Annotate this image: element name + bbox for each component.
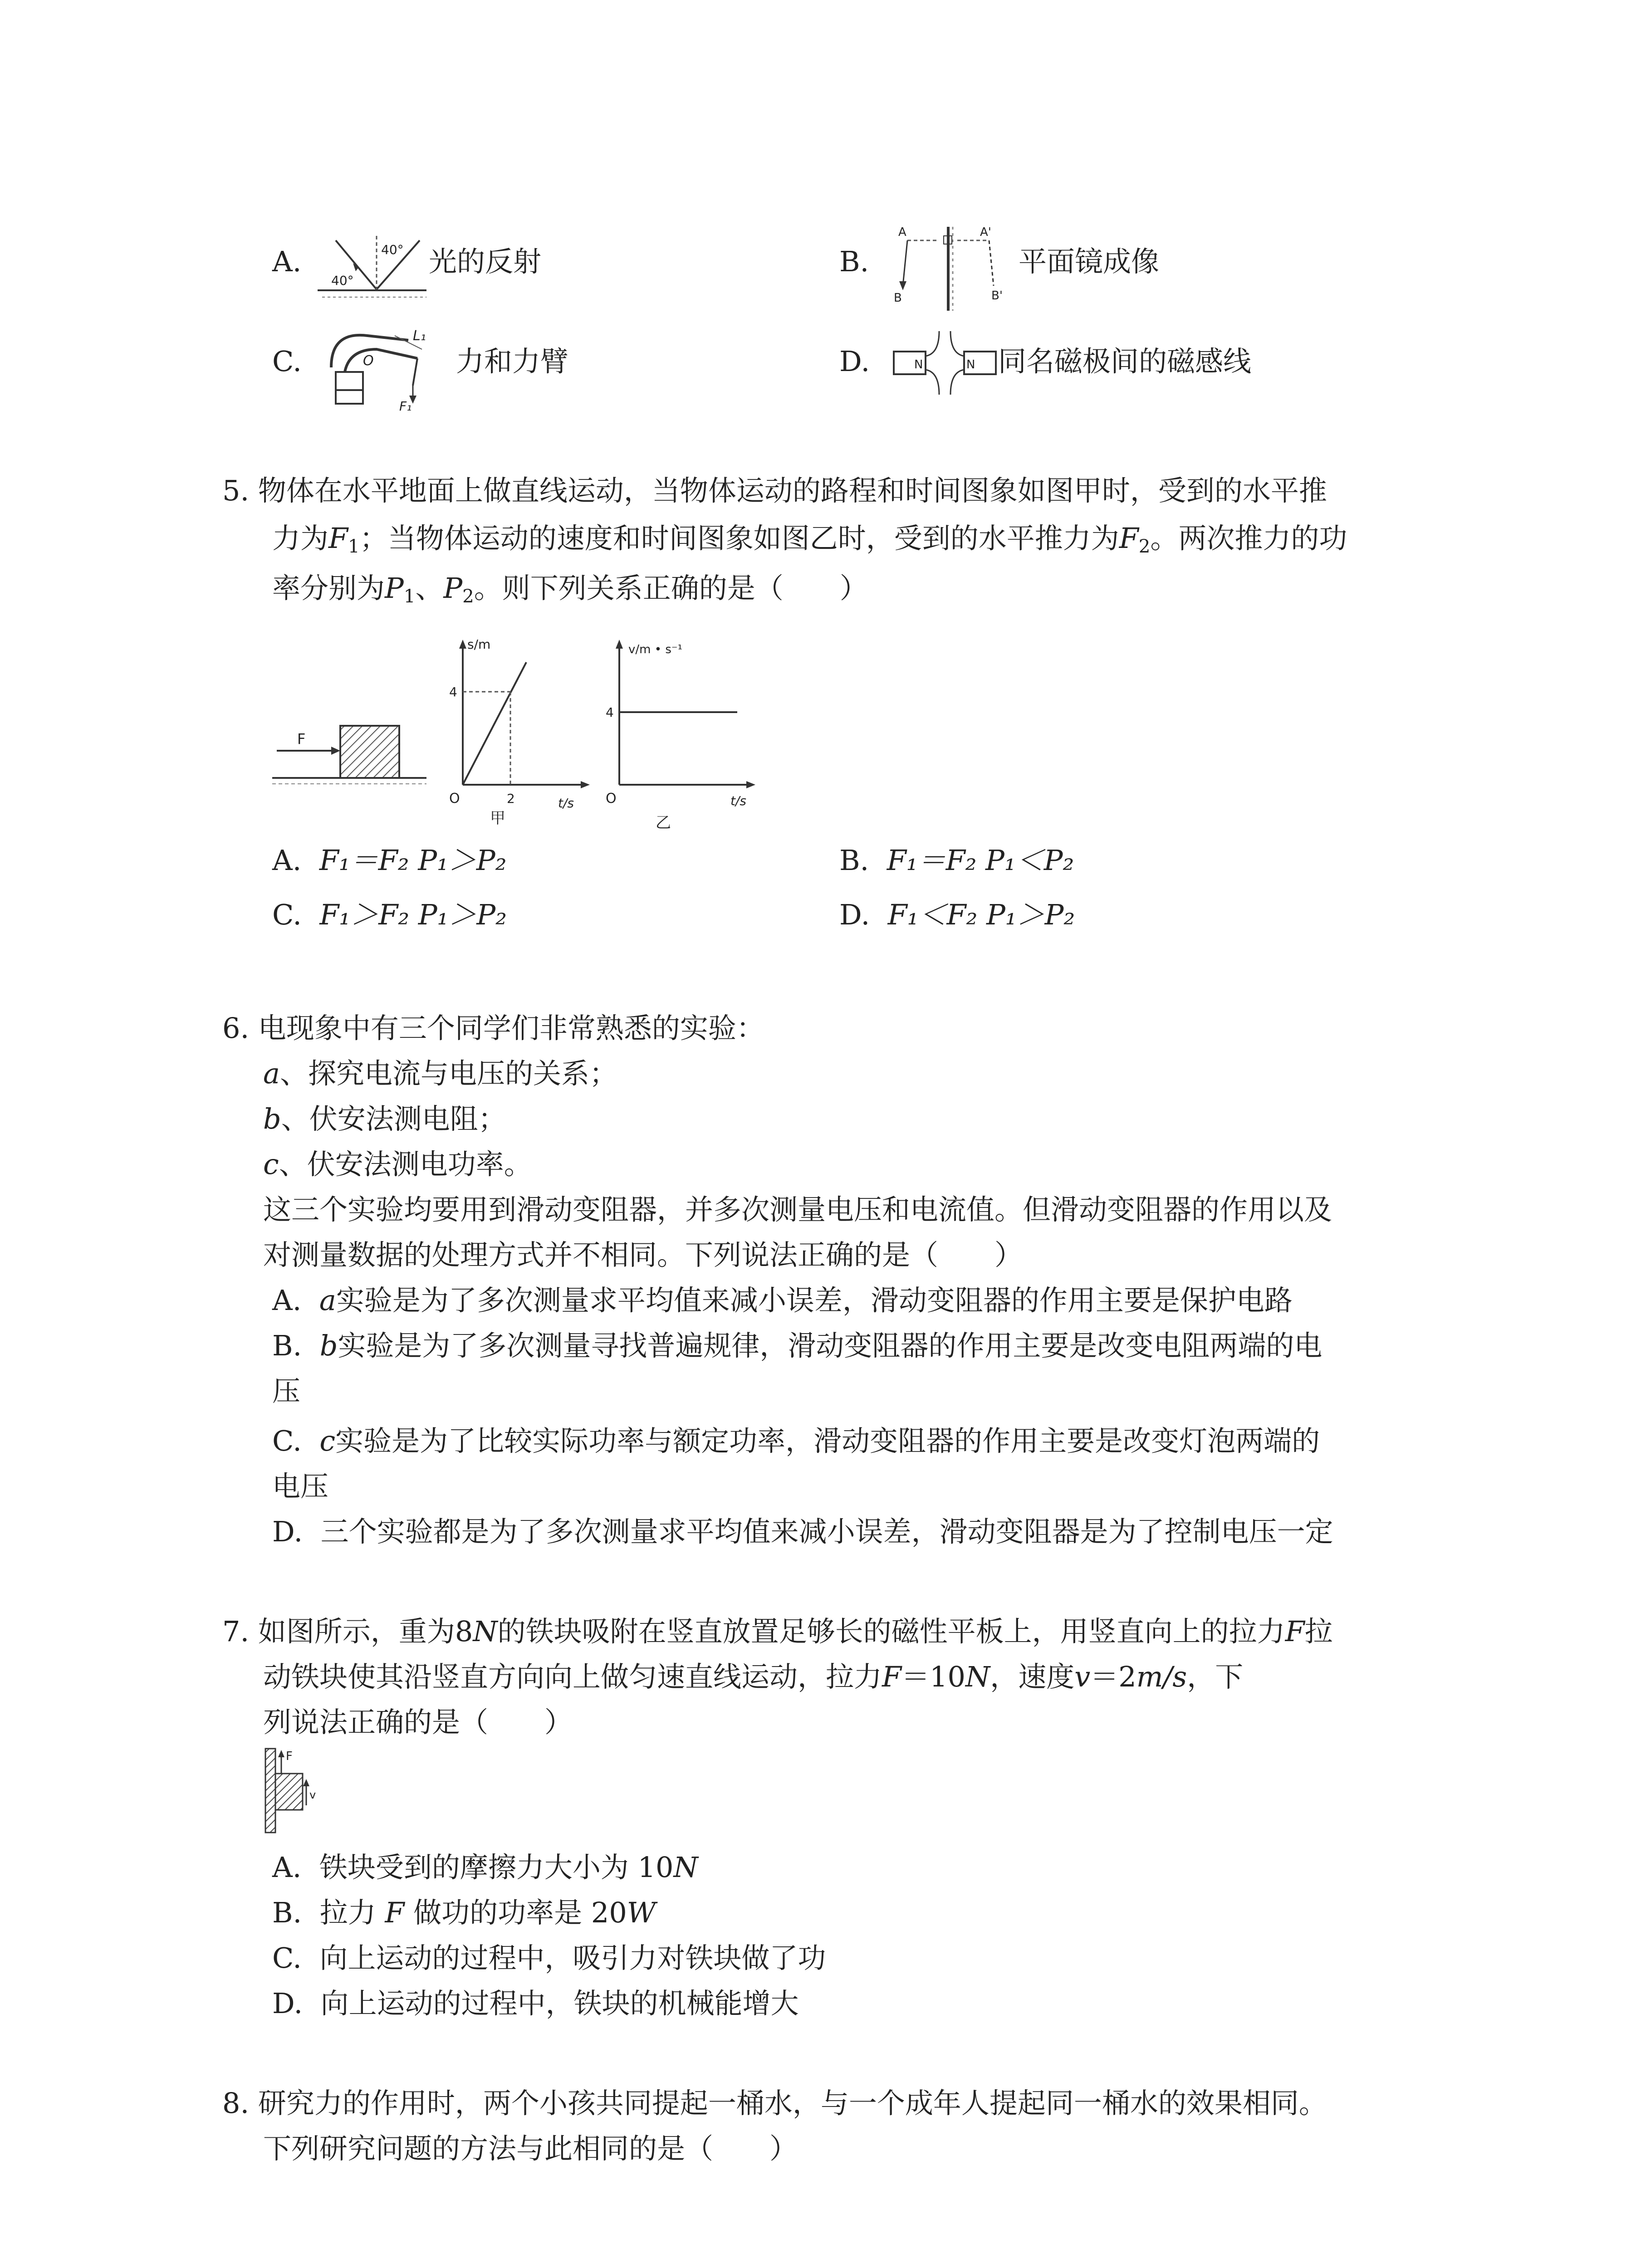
q6-option-b-var: b [319, 1329, 338, 1362]
graph-jia-x-label: t/s [558, 796, 574, 811]
q7-line-3: 列说法正确的是（ ） [263, 1706, 573, 1739]
graph-jia-y-tick: 4 [449, 684, 457, 699]
q7-option-d-letter: D. [272, 1987, 303, 2020]
magnet-label-N2: N [966, 358, 975, 371]
q6-item-b-var: b [263, 1102, 281, 1135]
block-on-ground-figure [272, 708, 436, 798]
q7-var-v: v [1074, 1660, 1091, 1693]
q6-item-a-text: 、探究电流与电压的关系； [279, 1057, 617, 1090]
reflection-angle-top: 40° [381, 242, 404, 257]
q6-option-c-letter: C. [272, 1424, 302, 1457]
q7-option-b-letter: B. [272, 1896, 302, 1929]
q7-option-b-text: 拉力 [319, 1896, 385, 1929]
iron-block-figure [263, 1746, 336, 1837]
q5-number: 5. [222, 474, 250, 507]
q7-weight-value: 8 [455, 1615, 473, 1648]
q6-item-c [263, 1148, 532, 1181]
q7-option-c [272, 1941, 826, 1975]
q7-option-d [272, 1987, 799, 2020]
graph-jia-line [463, 662, 526, 785]
q4-option-c-letter: C. [272, 345, 302, 378]
q6-item-a [263, 1057, 617, 1090]
mirror-label-B: B [894, 291, 902, 305]
q5-option-b-text: F₁＝F₂ P₁＜P₂ [887, 844, 1074, 877]
q7-option-b-text2: 做功的功率是 20 [404, 1896, 627, 1929]
block-force-label: F [297, 730, 306, 748]
q4-option-a-letter: A. [272, 245, 302, 278]
q6-option-b-letter: B. [272, 1329, 302, 1362]
q7-var-F: F [1285, 1615, 1305, 1648]
q6-item-b [263, 1102, 506, 1136]
lever-label-L1: L₁ [413, 328, 426, 344]
lever-label-F1: F₁ [399, 399, 412, 414]
q5-var-P1: P [385, 572, 404, 605]
q7-text-1b: 的铁块吸附在竖直放置足够长的磁性平板上，用竖直向上的拉力 [497, 1615, 1285, 1648]
reflection-angle-left: 40° [331, 273, 354, 288]
graph-yi-caption: 乙 [656, 814, 671, 832]
q5-line-1 [222, 474, 1327, 508]
q7-text-2c: ，下 [1187, 1660, 1244, 1693]
graph-yi-y-tick: 4 [606, 705, 614, 720]
magnet-label-N1: N [914, 358, 923, 371]
q7-text-1c: 拉 [1304, 1615, 1333, 1648]
mirror-label-A2: A' [980, 225, 991, 239]
q5-var-P2: P [443, 572, 463, 605]
q6-option-d-text: 三个实验都是为了多次测量求平均值来减小误差，滑动变阻器是为了控制电压一定 [320, 1515, 1333, 1548]
q8-number: 8. [222, 2087, 250, 2120]
lever-label-O: O [363, 353, 374, 369]
iron-block-velocity-label: v [309, 1789, 316, 1801]
q7-option-c-text: 向上运动的过程中，吸引力对铁块做了功 [319, 1941, 826, 1975]
q6-text-1: 电现象中有三个同学们非常熟悉的实验： [258, 1012, 764, 1045]
q7-force-eq: ＝10 [901, 1660, 965, 1693]
q6-option-c-var: c [319, 1424, 336, 1457]
q6-option-b-cont: 压 [272, 1374, 301, 1408]
q5-option-a-text: F₁＝F₂ P₁＞P₂ [319, 844, 507, 877]
q7-option-b-var: F [385, 1896, 405, 1929]
q7-option-b [272, 1896, 656, 1930]
q8-line-1 [222, 2087, 1327, 2120]
q7-option-a-unit: N [673, 1851, 698, 1884]
q5-text-2a: 力为 [272, 522, 329, 555]
q7-option-b-unit: W [627, 1896, 656, 1929]
q7-line-2 [263, 1660, 1243, 1694]
q6-item-c-text: 、伏安法测电功率。 [279, 1148, 532, 1181]
q7-var-F2: F [882, 1660, 902, 1693]
q5-option-c-text: F₁＞F₂ P₁＞P₂ [319, 898, 507, 931]
q5-option-c [272, 898, 507, 932]
q5-text-3sep: 、 [415, 572, 444, 605]
q5-text-1: 物体在水平地面上做直线运动，当物体运动的路程和时间图象如图甲时，受到的水平推 [258, 474, 1327, 507]
q7-option-d-text: 向上运动的过程中，铁块的机械能增大 [320, 1987, 799, 2020]
q6-item-c-var: c [263, 1148, 279, 1181]
q6-option-c [272, 1424, 1320, 1458]
q5-option-d-text: F₁＜F₂ P₁＞P₂ [887, 898, 1075, 931]
q5-option-a-letter: A. [272, 844, 302, 877]
mirror-label-A: A [898, 225, 906, 239]
q6-item-b-text: 、伏安法测电阻； [281, 1102, 506, 1135]
q7-option-a [272, 1851, 698, 1884]
q6-option-a-var: a [319, 1284, 336, 1317]
q6-number: 6. [222, 1012, 250, 1045]
q7-weight-unit: N [473, 1615, 498, 1648]
q4-option-b-letter: B. [839, 245, 869, 278]
graph-yi [601, 635, 764, 835]
q5-text-3b: 。则下列关系正确的是（ ） [474, 572, 868, 605]
q5-text-2c: 。两次推力的功 [1150, 522, 1347, 555]
q4-option-c-label: 力和力臂 [456, 345, 569, 378]
q5-line-2: 力为$F_1$；当物体运动的速度和时间图象如图乙时，受到的水平推力为$F_2$。两次推力的功 [272, 522, 1347, 557]
graph-jia-caption: 甲 [490, 809, 505, 827]
lever-diagram [318, 318, 445, 413]
q7-force-unit: N [965, 1660, 990, 1693]
graph-jia-y-label: s/m [467, 637, 491, 652]
q5-text-3a: 率分别为 [272, 572, 385, 605]
q6-option-c-text: 实验是为了比较实际功率与额定功率，滑动变阻器的作用主要是改变灯泡两端的 [335, 1424, 1320, 1457]
q7-option-c-letter: C. [272, 1941, 302, 1975]
q6-option-d-letter: D. [272, 1515, 303, 1548]
iron-block-force-label: F [286, 1750, 293, 1763]
graph-yi-y-label: v/m • s⁻¹ [628, 643, 683, 656]
q4-option-a-label: 光的反射 [429, 245, 542, 278]
graph-yi-origin: O [606, 791, 617, 807]
q6-option-a-text: 实验是为了多次测量求平均值来减小误差，滑动变阻器的作用主要是保护电路 [336, 1284, 1293, 1317]
magnetic-field-diagram [889, 327, 998, 399]
q6-option-b [272, 1329, 1322, 1363]
q7-line-1 [222, 1615, 1333, 1648]
graph-jia-x-tick: 2 [507, 791, 515, 806]
graph-yi-x-label: t/s [730, 793, 746, 808]
q4-option-d-letter: D. [839, 345, 870, 378]
q7-option-a-letter: A. [272, 1851, 302, 1884]
q5-option-d [839, 898, 1075, 932]
reflection-diagram [318, 231, 436, 299]
q6-option-c-cont: 电压 [272, 1470, 329, 1503]
q6-option-a [272, 1284, 1293, 1317]
q5-option-a [272, 844, 507, 877]
q6-option-a-letter: A. [272, 1284, 302, 1317]
q5-var-F1: F [328, 522, 348, 555]
q4-option-d-label: 同名磁极间的磁感线 [998, 345, 1252, 378]
q7-number: 7. [222, 1615, 250, 1648]
q6-line-5: 这三个实验均要用到滑动变阻器，并多次测量电压和电流值。但滑动变阻器的作用以及 [263, 1193, 1332, 1226]
q5-option-d-letter: D. [839, 898, 870, 931]
q5-option-b-letter: B. [839, 844, 869, 877]
q8-text-1: 研究力的作用时，两个小孩共同提起一桶水，与一个成年人提起同一桶水的效果相同。 [258, 2087, 1327, 2120]
q5-text-2b: ；当物体运动的速度和时间图象如图乙时，受到的水平推力为 [359, 522, 1119, 555]
q5-option-b [839, 844, 1074, 877]
q6-item-a-var: a [263, 1057, 280, 1090]
q7-speed-unit: m/s [1136, 1660, 1187, 1693]
q7-option-a-text: 铁块受到的摩擦力大小为 10 [319, 1851, 674, 1884]
q6-option-d [272, 1515, 1333, 1549]
q6-option-b-text: 实验是为了多次测量寻找普遍规律，滑动变阻器的作用主要是改变电阻两端的电 [338, 1329, 1323, 1362]
graph-jia-origin: O [449, 791, 460, 807]
plane-mirror-diagram [889, 222, 1007, 313]
q4-option-b-label: 平面镜成像 [1019, 245, 1160, 278]
q6-line-1 [222, 1012, 764, 1045]
q7-text-2a: 动铁块使其沿竖直方向向上做匀速直线运动，拉力 [263, 1660, 882, 1693]
mirror-label-B2: B' [991, 289, 1003, 303]
graph-jia [445, 635, 594, 826]
q6-line-6: 对测量数据的处理方式并不相同。下列说法正确的是（ ） [263, 1238, 1023, 1271]
q5-option-c-letter: C. [272, 898, 302, 931]
q7-speed-eq: ＝2 [1090, 1660, 1136, 1693]
q5-line-3: 率分别为$P_1$、$P_2$。则下列关系正确的是（ ） [272, 572, 868, 607]
q7-text-2b: ，速度 [990, 1660, 1075, 1693]
q7-text-1a: 如图所示，重为 [258, 1615, 455, 1648]
q5-var-F2: F [1119, 522, 1139, 555]
q8-line-2: 下列研究问题的方法与此相同的是（ ） [263, 2132, 798, 2165]
